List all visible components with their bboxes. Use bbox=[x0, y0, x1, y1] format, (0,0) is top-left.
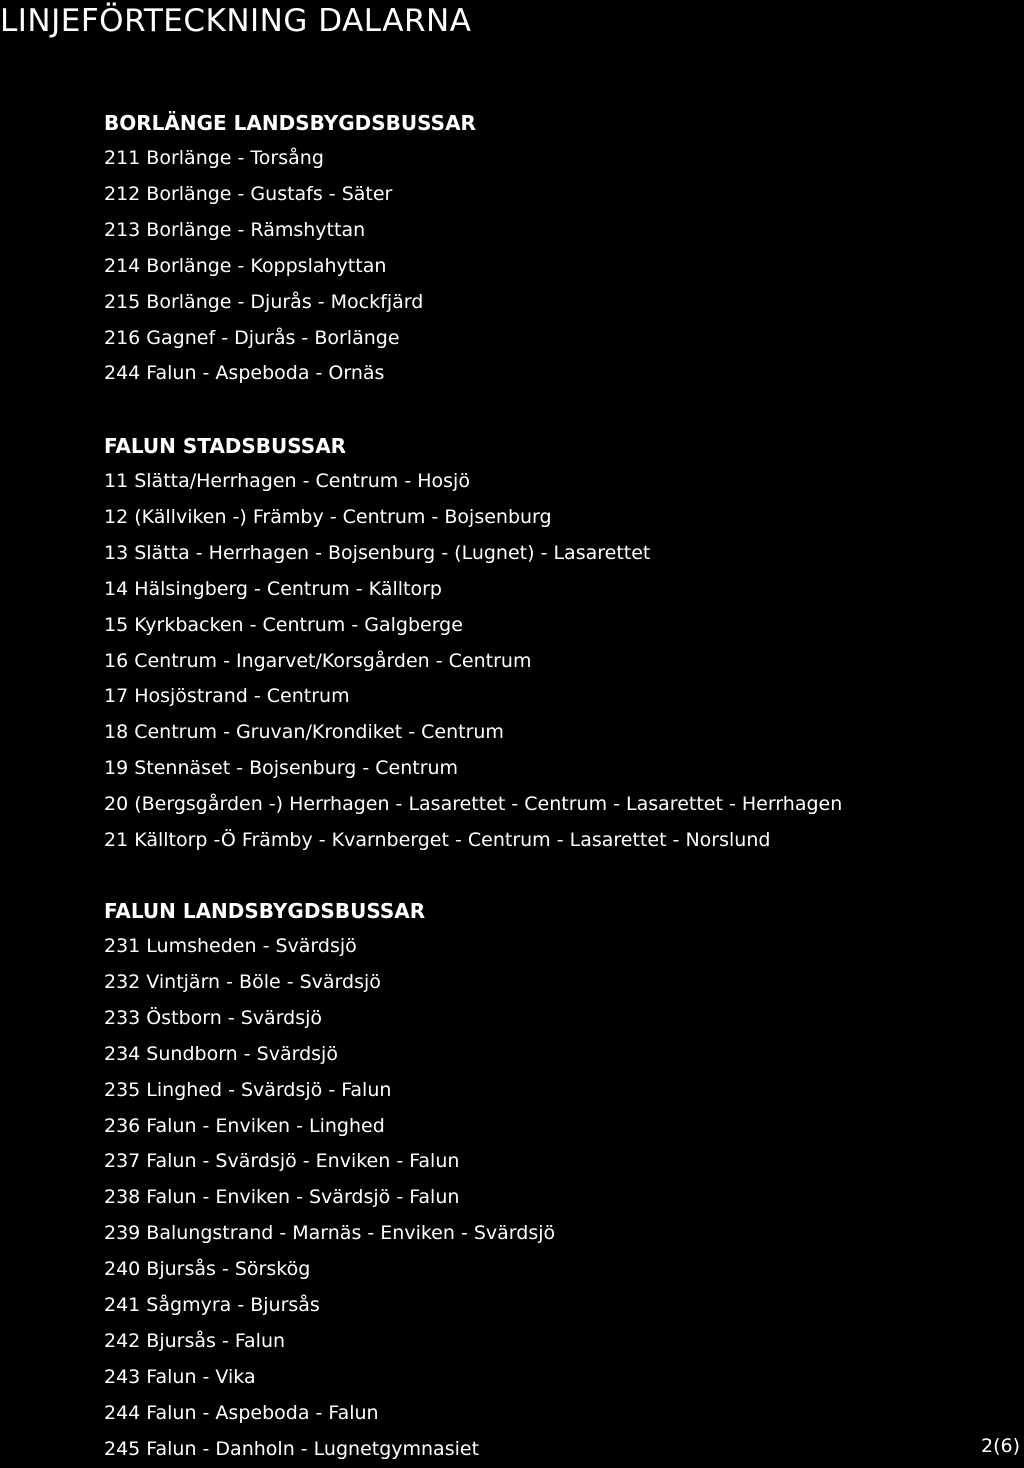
route-list bbox=[104, 464, 984, 859]
route-item: 237 Falun - Svärdsjö - Enviken - Falun bbox=[104, 1150, 460, 1173]
route-item: 231 Lumsheden - Svärdsjö bbox=[104, 935, 357, 957]
route-item: 15 Kyrkbacken - Centrum - Galgberge bbox=[104, 613, 463, 636]
route-item: 245 Falun - Danholn - Lugnetgymnasiet bbox=[104, 1437, 480, 1460]
route-item: 18 Centrum - Gruvan/Krondiket - Centrum bbox=[104, 721, 504, 744]
route-item: 11 Slätta/Herrhagen - Centrum - Hosjö bbox=[104, 470, 470, 492]
route-item: 20 (Bergsgården -) Herrhagen - Lasarettet - Centrum - Lasarettet - Herrhagen bbox=[104, 793, 843, 816]
route-item: 14 Hälsingberg - Centrum - Källtorp bbox=[104, 577, 442, 600]
page-title: LINJEFÖRTECKNING DALARNA bbox=[0, 3, 472, 39]
route-item: 216 Gagnef - Djurås - Borlänge bbox=[104, 326, 400, 349]
route-item: 21 Källtorp -Ö Främby - Kvarnberget - Centrum - Lasarettet - Norslund bbox=[104, 829, 771, 852]
route-item: 241 Sågmyra - Bjursås bbox=[104, 1294, 320, 1317]
section-borlange-landsbygdsbussar bbox=[104, 105, 984, 392]
route-item: 234 Sundborn - Svärdsjö bbox=[104, 1042, 338, 1065]
route-item: 233 Östborn - Svärdsjö bbox=[104, 1006, 323, 1029]
route-item: 235 Linghed - Svärdsjö - Falun bbox=[104, 1078, 392, 1101]
route-item: 215 Borlänge - Djurås - Mockfjärd bbox=[104, 290, 424, 313]
route-item: 17 Hosjöstrand - Centrum bbox=[104, 685, 350, 708]
route-item: 232 Vintjärn - Böle - Svärdsjö bbox=[104, 970, 381, 993]
route-item: 214 Borlänge - Koppslahyttan bbox=[104, 254, 387, 277]
route-item: 213 Borlänge - Rämshyttan bbox=[104, 218, 366, 241]
route-item: 211 Borlänge - Torsång bbox=[104, 147, 324, 169]
section-heading: FALUN STADSBUSSAR bbox=[104, 434, 347, 458]
route-item: 240 Bjursås - Sörskög bbox=[104, 1258, 311, 1281]
route-item: 243 Falun - Vika bbox=[104, 1365, 256, 1388]
route-item: 242 Bjursås - Falun bbox=[104, 1329, 286, 1352]
route-list bbox=[104, 141, 984, 392]
route-item: 244 Falun - Aspeboda - Falun bbox=[104, 1401, 379, 1424]
section-falun-landsbygdsbussar bbox=[104, 893, 984, 1468]
route-item: 239 Balungstrand - Marnäs - Enviken - Svärdsjö bbox=[104, 1222, 556, 1245]
route-item: 212 Borlänge - Gustafs - Säter bbox=[104, 182, 393, 205]
route-item: 16 Centrum - Ingarvet/Korsgården - Centrum bbox=[104, 649, 532, 672]
route-item: 12 (Källviken -) Främby - Centrum - Bojsenburg bbox=[104, 505, 552, 528]
route-list bbox=[104, 929, 984, 1468]
page-number: 2(6) bbox=[980, 1435, 1020, 1457]
section-heading: BORLÄNGE LANDSBYGDSBUSSAR bbox=[104, 111, 476, 135]
route-item: 19 Stennäset - Bojsenburg - Centrum bbox=[104, 757, 459, 780]
route-item: 238 Falun - Enviken - Svärdsjö - Falun bbox=[104, 1186, 460, 1209]
route-item: 13 Slätta - Herrhagen - Bojsenburg - (Lugnet) - Lasarettet bbox=[104, 541, 651, 564]
route-item: 236 Falun - Enviken - Linghed bbox=[104, 1114, 385, 1137]
section-falun-stadsbussar bbox=[104, 428, 984, 859]
route-item: 244 Falun - Aspeboda - Ornäs bbox=[104, 362, 385, 385]
section-heading: FALUN LANDSBYGDSBUSSAR bbox=[104, 899, 426, 923]
